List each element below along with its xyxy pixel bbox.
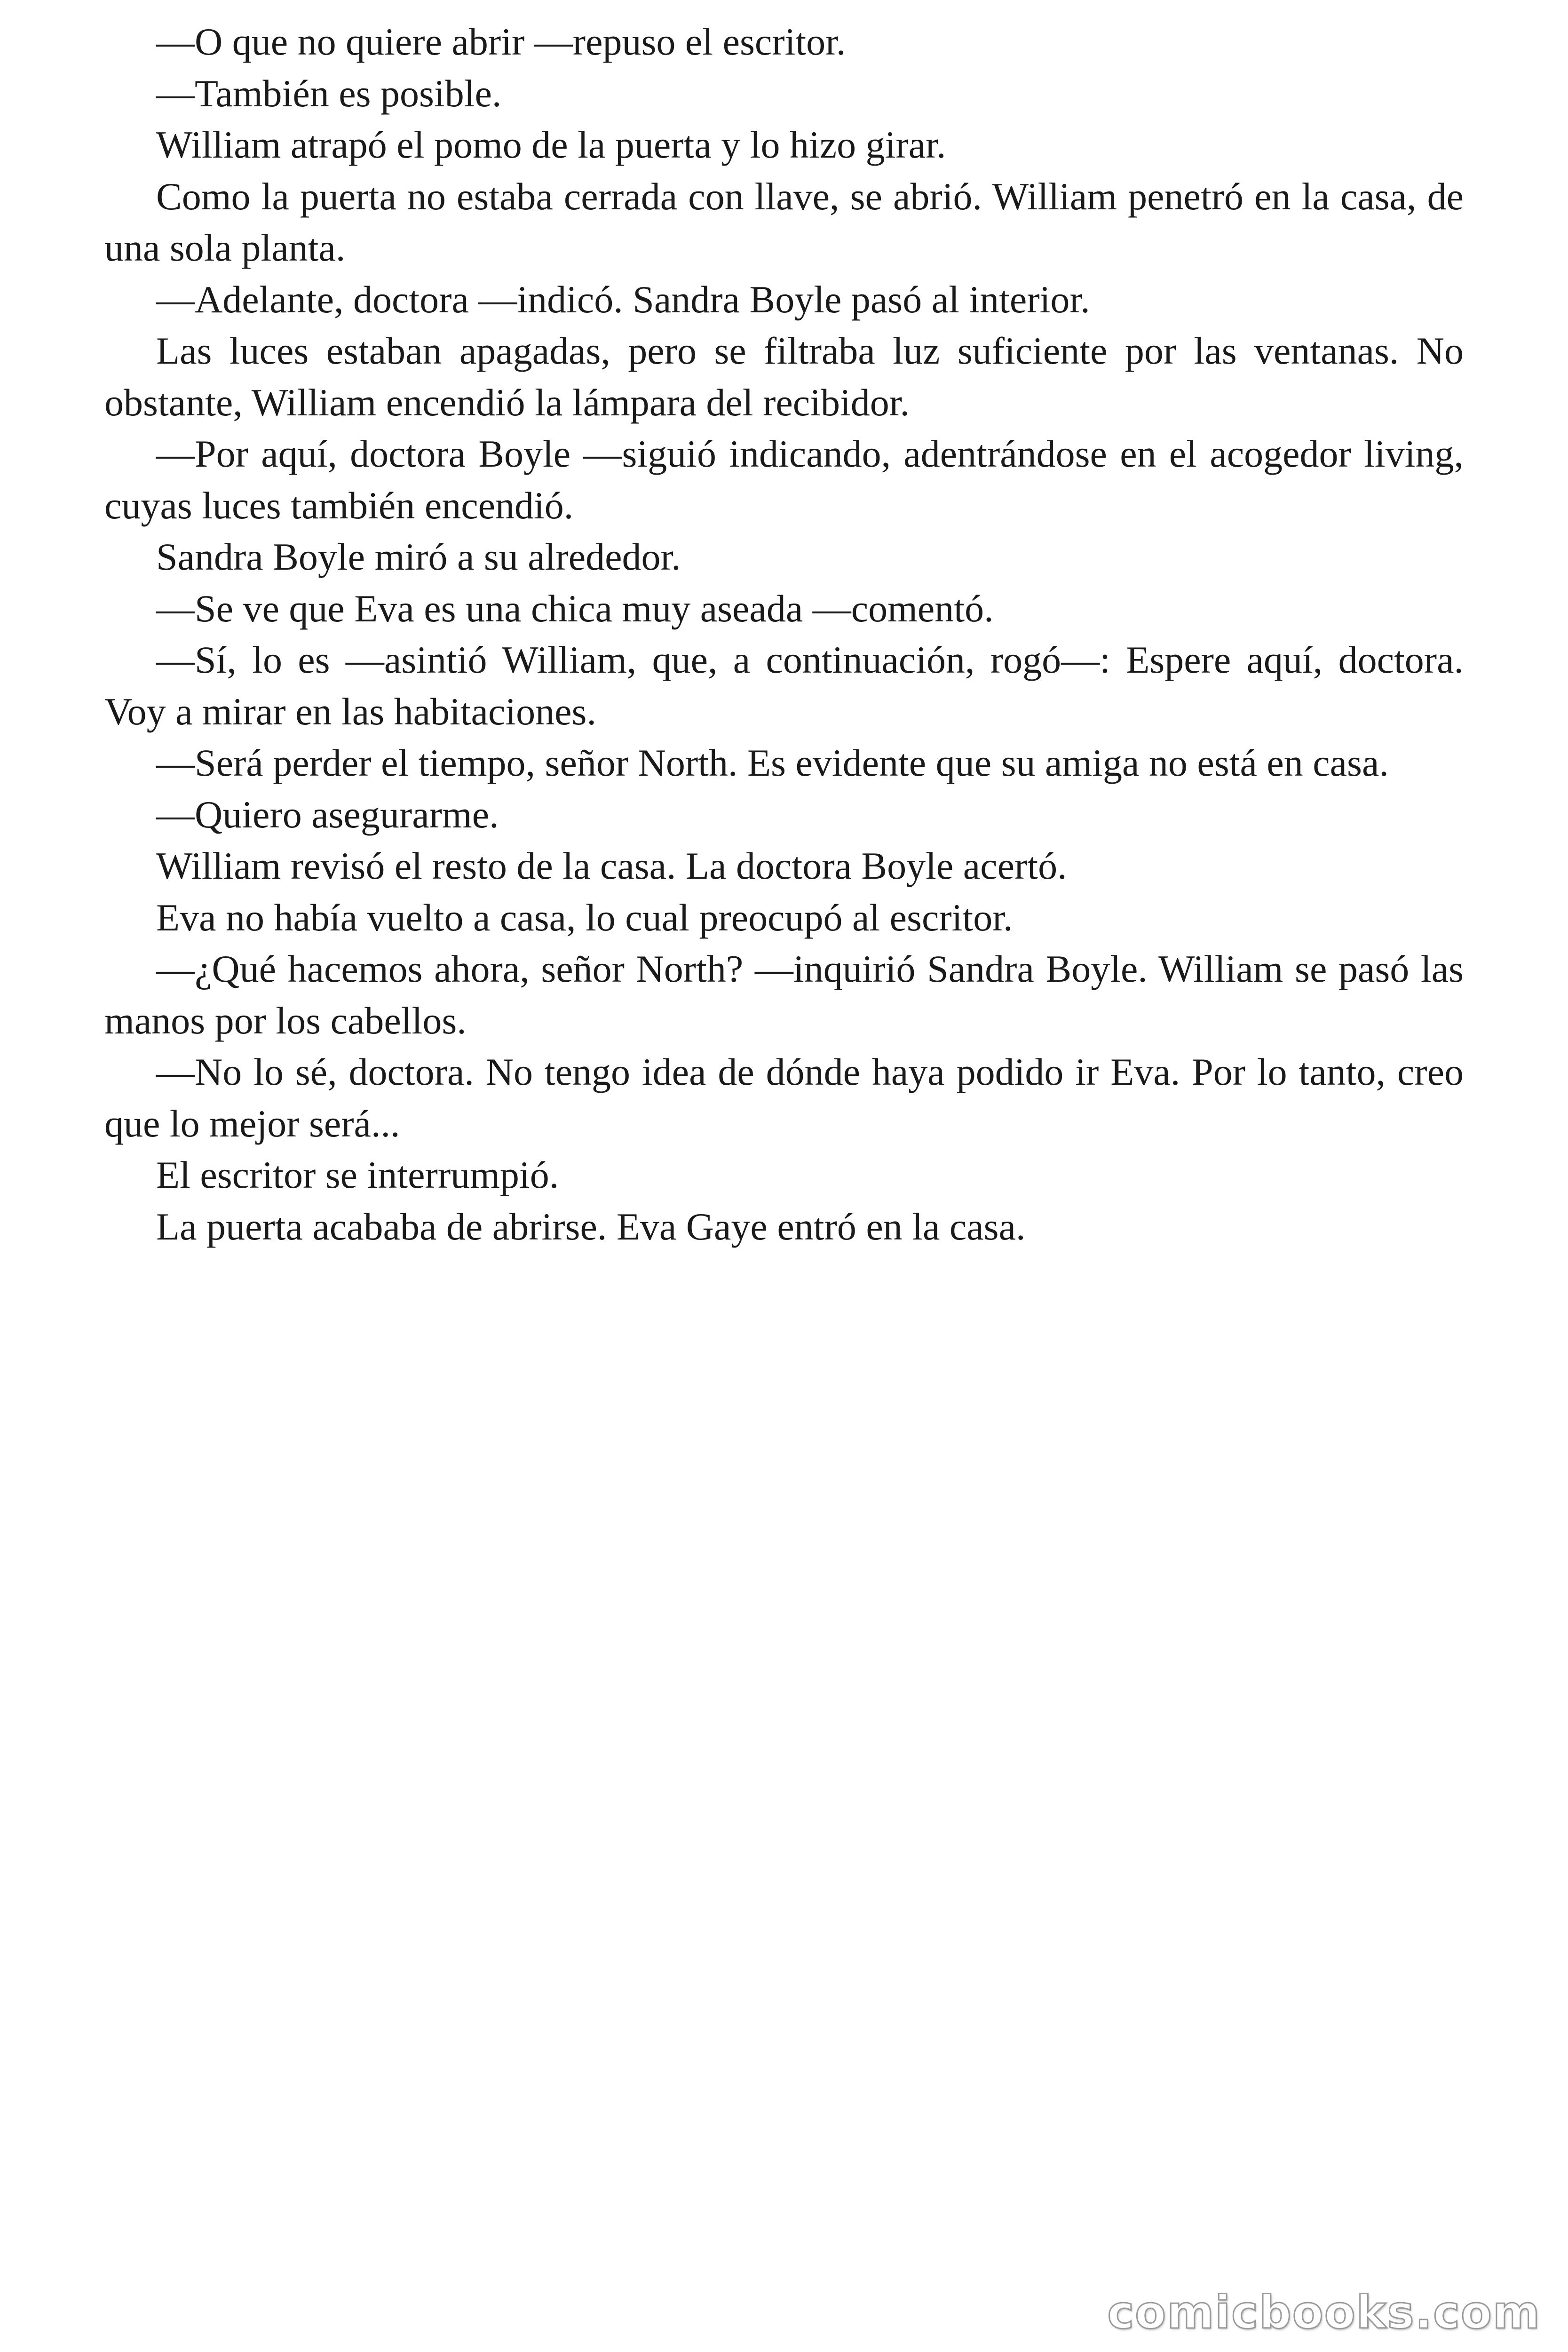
paragraph: —Quiero asegurarme. [156,793,499,836]
paragraph: —Se ve que Eva es una chica muy aseada —comentó. [156,587,994,630]
paragraph: —Sí, lo es —asintió William, que, a continuación, rogó—: Espere aquí, doctora. Voy a mirar en las habitaciones. [104,638,1464,733]
paragraph: Como la puerta no estaba cerrada con llave, se abrió. William penetró en la casa, de una sola planta. [104,175,1464,269]
body-text [104,16,1464,1252]
paragraph: —Adelante, doctora —indicó. Sandra Boyle pasó al interior. [156,278,1090,321]
paragraph: Sandra Boyle miró a su alrededor. [156,535,681,578]
watermark: comicbooks.com [1107,2286,1541,2339]
paragraph: —¿Qué hacemos ahora, señor North? —inquirió Sandra Boyle. William se pasó las manos por los cabellos. [104,947,1464,1042]
paragraph: —También es posible. [156,72,502,115]
paragraph: William revisó el resto de la casa. La doctora Boyle acertó. [156,844,1067,887]
paragraph: Eva no había vuelto a casa, lo cual preocupó al escritor. [156,896,1013,939]
paragraph: El escritor se interrumpió. [156,1153,559,1196]
paragraph: La puerta acababa de abrirse. Eva Gaye entró en la casa. [156,1205,1026,1248]
paragraph: Las luces estaban apagadas, pero se filtraba luz suficiente por las ventanas. No obstante, William encendió la lámpara del recibidor. [104,329,1464,424]
paragraph: —Por aquí, doctora Boyle —siguió indicando, adentrándose en el acogedor living, cuyas luces también encendió. [104,432,1464,527]
paragraph: —No lo sé, doctora. No tengo idea de dónde haya podido ir Eva. Por lo tanto, creo que lo mejor será... [104,1050,1464,1145]
paragraph: —Será perder el tiempo, señor North. Es evidente que su amiga no está en casa. [156,741,1389,784]
paragraph: —O que no quiere abrir —repuso el escritor. [156,20,846,63]
paragraph: William atrapó el pomo de la puerta y lo hizo girar. [156,123,946,166]
